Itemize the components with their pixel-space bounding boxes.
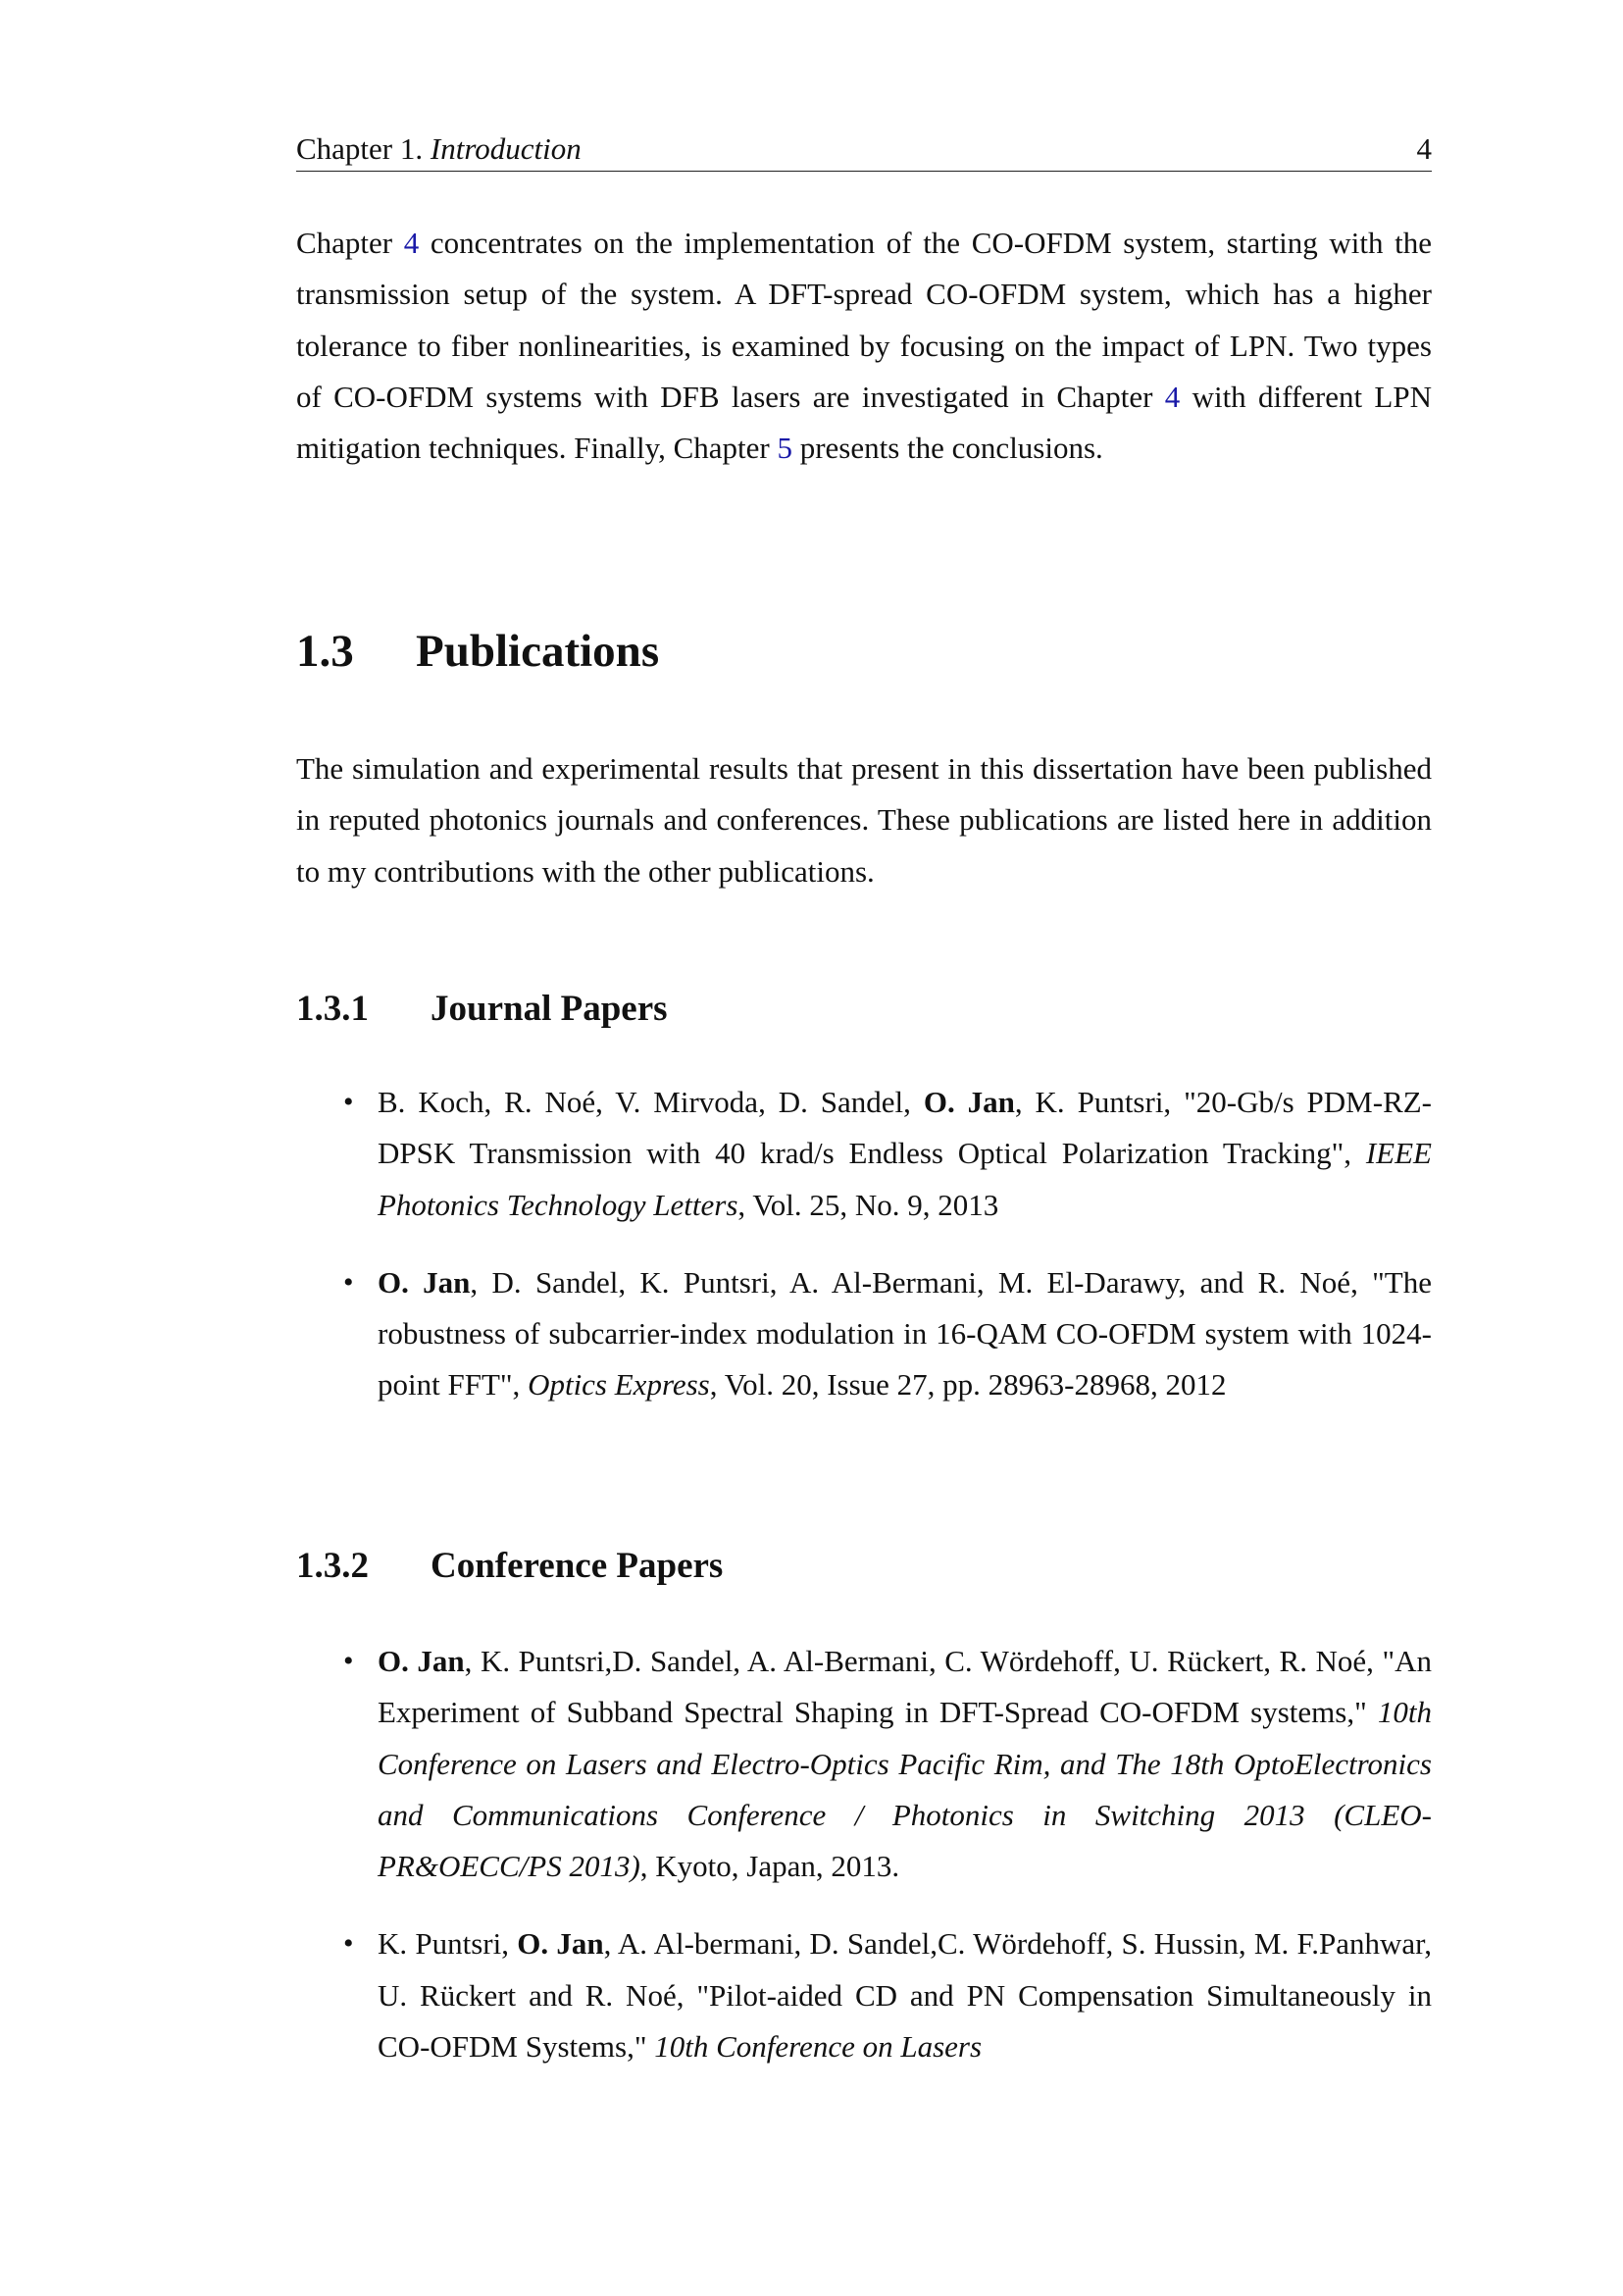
authors-and-title: , D. Sandel, K. Puntsri, A. Al-Bermani, M. El-Darawy, and R. Noé, "The robustness of subcarrier-index modulation in 16-QAM CO-OFDM system with 1024-point FFT", <box>378 1264 1432 1403</box>
intro-text-1: Chapter <box>296 226 404 260</box>
intro-text-2: concentrates on the implementation of the CO-OFDM system, starting with the transmission setup of the system. A DFT-spread CO-OFDM system, which has a higher tolerance to fiber nonlinearities, is examined by focusing on the impact of LPN. Two types of CO-OFDM systems with DFB lasers are investigated in Chapter <box>296 226 1432 414</box>
subsection-title: Conference Papers <box>431 1546 724 1586</box>
subsection-number: 1.3.1 <box>296 989 369 1029</box>
subsection-title: Journal Papers <box>431 989 668 1029</box>
bullet-icon: • <box>343 1645 354 1677</box>
volume-info: , Vol. 25, No. 9, 2013 <box>737 1187 999 1222</box>
journal-paper-list <box>296 1077 1432 1411</box>
chapter-5-link[interactable]: 5 <box>777 431 792 466</box>
chapter-title: Introduction <box>430 131 582 166</box>
subsection-number: 1.3.2 <box>296 1546 369 1586</box>
journal-paper-item <box>296 1077 1432 1231</box>
highlighted-author: O. Jan <box>517 1926 604 1962</box>
highlighted-author: O. Jan <box>378 1644 465 1678</box>
authors-and-title: , K. Puntsri,D. Sandel, A. Al-Bermani, C. Wördehoff, U. Rückert, R. Noé, "An Experiment of Subband Spectral Shaping in DFT-Spread CO-OFDM systems," <box>378 1644 1432 1730</box>
volume-info: , Vol. 20, Issue 27, pp. 28963-28968, 2012 <box>709 1367 1227 1403</box>
conference-paper-list <box>296 1636 1432 2072</box>
chapter-label: Chapter 1. <box>296 131 424 166</box>
page-number: 4 <box>1416 131 1432 166</box>
venue: 10th Conference on Lasers <box>654 2029 983 2065</box>
bullet-icon: • <box>343 1927 354 1961</box>
subsection-heading-conference <box>296 1544 723 1589</box>
intro-text-4: presents the conclusions. <box>791 431 1103 466</box>
running-header <box>296 129 1432 172</box>
highlighted-author: O. Jan <box>378 1264 471 1300</box>
conference-paper-item <box>296 1636 1432 1892</box>
intro-paragraph <box>296 218 1432 474</box>
conference-paper-item <box>296 1918 1432 2072</box>
authors-before: K. Puntsri, <box>378 1926 518 1962</box>
venue: IEEE Photonics Technology Letters <box>378 1136 1432 1222</box>
chapter-4-link-2[interactable]: 4 <box>1164 379 1181 414</box>
section-number: 1.3 <box>296 626 354 677</box>
highlighted-author: O. Jan <box>923 1085 1015 1119</box>
location-year: , Kyoto, Japan, 2013. <box>639 1849 900 1884</box>
venue: Optics Express <box>528 1367 710 1403</box>
authors-before: B. Koch, R. Noé, V. Mirvoda, D. Sandel, <box>378 1085 924 1119</box>
venue: 10th Conference on Lasers and Electro-Optics Pacific Rim, and The 18th OptoElectronics and Communications Conference / Photonics in Switching 2013 (CLEO-PR&OECC/PS 2013) <box>378 1695 1432 1884</box>
publications-paragraph: The simulation and experimental results that present in this dissertation have been published in reputed photonics journals and conferences. These publications are listed here in addition to my contributions with the other publications. <box>296 751 1432 889</box>
section-heading-publications <box>296 624 659 679</box>
authors-and-title: , A. Al-bermani, D. Sandel,C. Wördehoff, S. Hussin, M. F.Panhwar, U. Rückert and R. Noé, "Pilot-aided CD and PN Compensation Simultaneously in CO-OFDM Systems," <box>378 1926 1432 2065</box>
bullet-icon: • <box>343 1086 354 1118</box>
subsection-heading-journal <box>296 987 668 1032</box>
chapter-heading <box>296 129 582 169</box>
chapter-4-link[interactable]: 4 <box>403 226 420 260</box>
section-title: Publications <box>416 626 660 677</box>
journal-paper-item <box>296 1257 1432 1411</box>
authors-and-title: , K. Puntsri, "20-Gb/s PDM-RZ-DPSK Transmission with 40 krad/s Endless Optical Polarization Tracking", <box>378 1085 1433 1171</box>
bullet-icon: • <box>343 1265 354 1299</box>
intro-text-3: with different LPN mitigation techniques. Finally, Chapter <box>296 379 1432 466</box>
